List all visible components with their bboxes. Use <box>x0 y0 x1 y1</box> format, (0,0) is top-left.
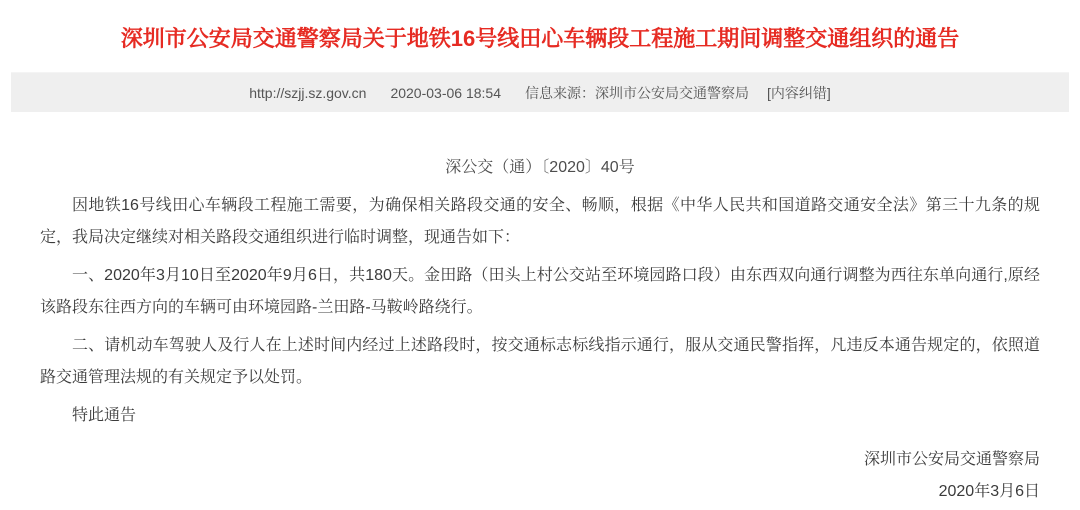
signature-authority: 深圳市公安局交通警察局 <box>863 451 1040 468</box>
page-title: 深圳市公安局交通警察局关于地铁16号线田心车辆段工程施工期间调整交通组织的通告 <box>120 26 960 51</box>
meta-bar <box>11 72 1069 112</box>
content-correction-link[interactable]: [内容纠错] <box>767 84 831 101</box>
notice-page <box>0 24 1080 510</box>
info-source <box>525 83 749 103</box>
publish-datetime: 2020-03-06 18:54 <box>390 84 501 101</box>
info-source-label: 信息来源： <box>525 84 595 101</box>
paragraph-item-2: 二、请机动车驾驶人及行人在上述时间内经过上述路段时，按交通标志标线指示通行，服从交通民警指挥，凡违反本通告规定的，依照道路交通管理法规的有关规定予以处罚。 <box>40 337 1040 386</box>
issue-date: 2020年3月6日 <box>938 483 1040 500</box>
closing-line: 特此通告 <box>72 407 137 424</box>
document-number: 深公交（通）〔2020〕40号 <box>445 159 635 176</box>
paragraph-intro: 因地铁16号线田心车辆段工程施工需要，为确保相关路段交通的安全、畅顺，根据《中华人民共和国道路交通安全法》第三十九条的规定，我局决定继续对相关路段交通组织进行临时调整，现通告如下： <box>40 197 1040 246</box>
source-url: http://szjj.sz.gov.cn <box>249 84 367 101</box>
notice-body <box>0 158 1080 502</box>
info-source-name: 深圳市公安局交通警察局 <box>595 84 749 101</box>
paragraph-item-1: 一、2020年3月10日至2020年9月6日，共180天。金田路（田头上村公交站至环境园路口段）由东西双向通行调整为西往东单向通行,原经该路段东往西方向的车辆可由环境园路-兰田路-马鞍岭路绕行。 <box>40 267 1040 316</box>
